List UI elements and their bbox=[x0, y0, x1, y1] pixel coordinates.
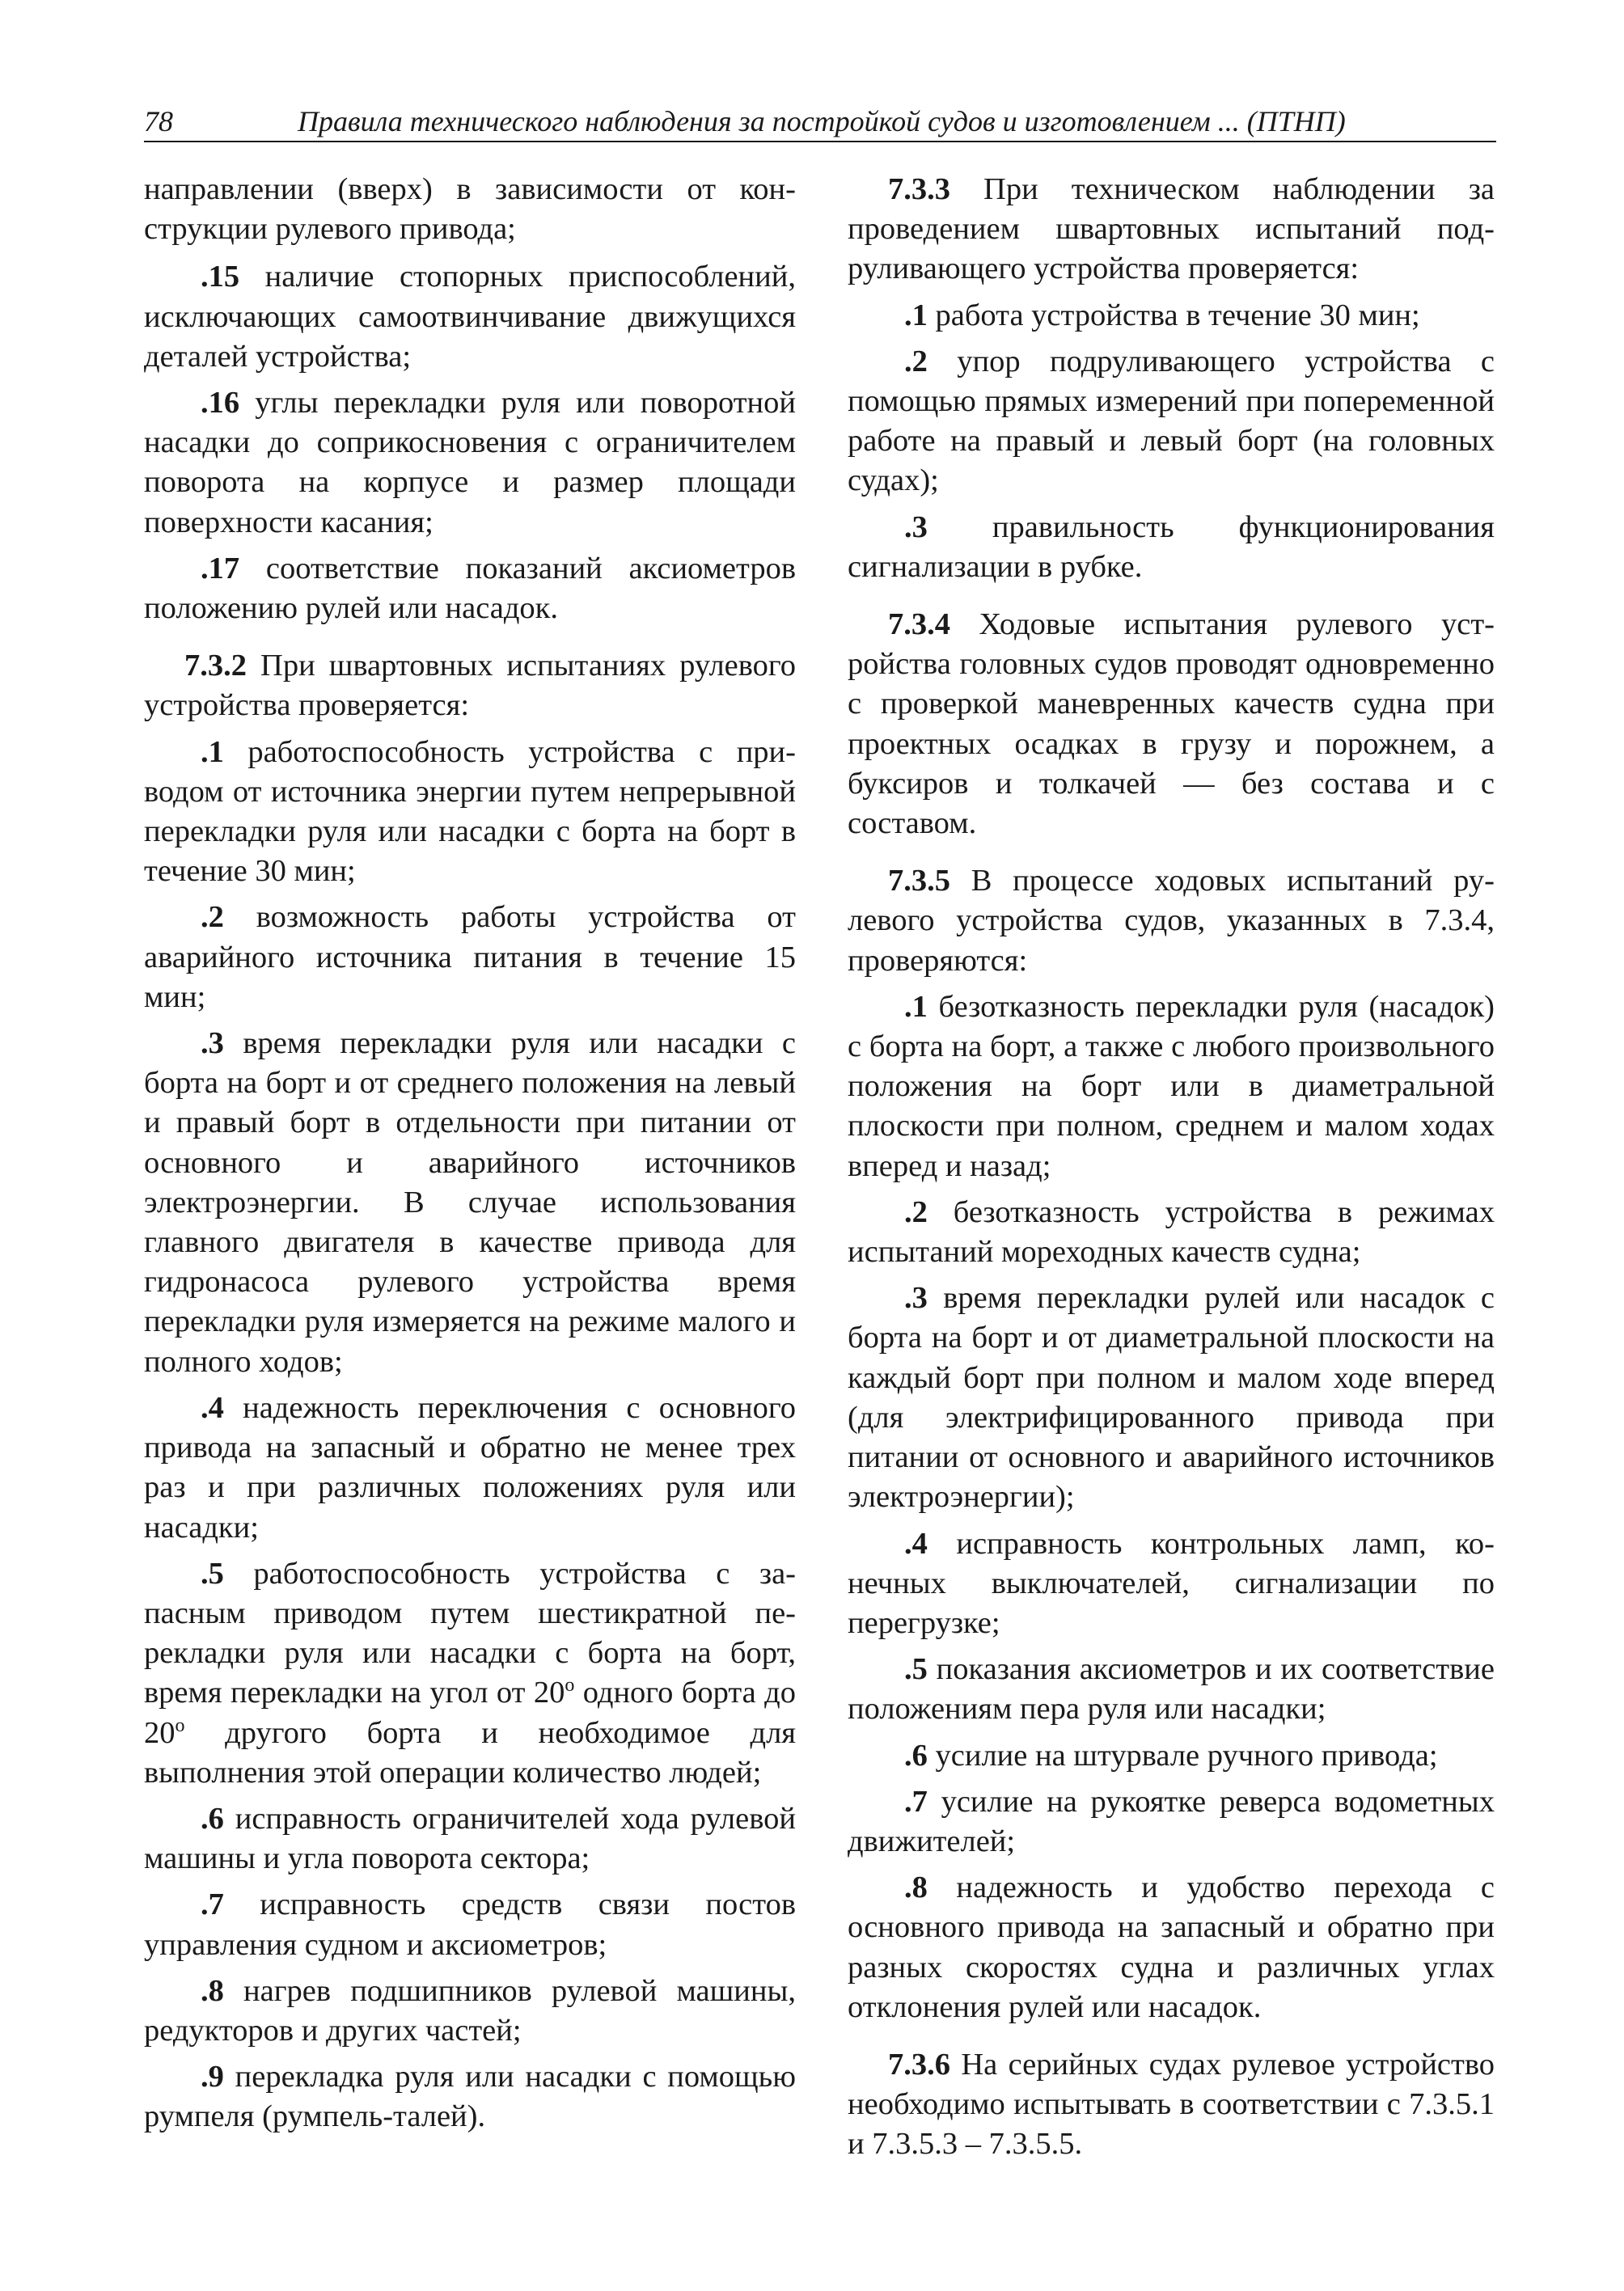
list-item bbox=[144, 733, 796, 892]
list-item bbox=[144, 383, 796, 543]
item-number: .7 bbox=[201, 1887, 224, 1922]
list-item bbox=[144, 549, 796, 628]
item-number: .1 bbox=[904, 989, 928, 1024]
list-item bbox=[848, 1868, 1495, 2027]
list-item bbox=[848, 296, 1495, 336]
list-item bbox=[848, 1782, 1495, 1862]
item-text: усилие на штурвале ручного привода; bbox=[927, 1738, 1438, 1773]
item-text: исправность ограничителей хода рулевой машины и угла поворота сектора; bbox=[144, 1801, 796, 1876]
section-number: 7.3.6 bbox=[888, 2047, 950, 2082]
list-item bbox=[848, 1193, 1495, 1272]
section-7-3-4 bbox=[848, 605, 1495, 843]
section-7-3-6 bbox=[848, 2045, 1495, 2165]
item-text: работоспособность устройства с запасным приводом путем шестикратной перекладки руля или насадки с борта на борт, время перекладки на угол от 20 bbox=[144, 1556, 796, 1710]
item-number: .3 bbox=[904, 1281, 928, 1316]
item-text: работоспособность устройства с приводом от источника энергии путем непрерывной перекладки руля или насадки с борта на борт в течение 30 мин; bbox=[144, 734, 796, 889]
list-item bbox=[144, 2057, 796, 2137]
page-header bbox=[144, 104, 1496, 142]
list-item bbox=[144, 1799, 796, 1879]
item-text: безотказность устройства в режимах испытаний мореходных качеств судна; bbox=[848, 1194, 1495, 1270]
section-number: 7.3.5 bbox=[888, 864, 950, 898]
item-text: работа устройства в течение 30 мин; bbox=[927, 298, 1420, 332]
section-7-3-2 bbox=[144, 646, 796, 725]
section-number: 7.3.2 bbox=[184, 649, 247, 683]
item-number: .3 bbox=[904, 509, 928, 544]
item-text: другого борта и необходимое для выполнения этой операции количество людей; bbox=[144, 1715, 796, 1790]
item-number: .4 bbox=[201, 1390, 224, 1425]
item-text: соответствие показаний аксиометров положению рулей или насадок. bbox=[144, 551, 796, 626]
item-number: .6 bbox=[904, 1738, 928, 1773]
item-number: .5 bbox=[201, 1556, 224, 1591]
list-item bbox=[848, 1524, 1495, 1644]
item-number: .6 bbox=[201, 1801, 224, 1836]
item-text: надежность переключения с основного привода на запасный и обратно не менее трех раз и при различных положениях руля или насадки; bbox=[144, 1390, 796, 1545]
list-item bbox=[144, 1554, 796, 1793]
item-number: .15 bbox=[201, 260, 240, 294]
item-text: одного борта до 20 bbox=[144, 1676, 796, 1750]
running-title: Правила технического наблюдения за постройкой судов и изготовлением ... (ПТНП) bbox=[298, 105, 1346, 137]
item-number: .2 bbox=[201, 900, 224, 935]
degree-sign: о bbox=[175, 1714, 185, 1736]
list-item bbox=[848, 987, 1495, 1186]
item-text: усилие на рукоятке реверса водометных движителей; bbox=[848, 1784, 1495, 1858]
item-text: перекладка руля или насадки с помощью румпеля (румпель-талей). bbox=[144, 2060, 796, 2134]
item-text: исправность контрольных ламп, конечных выключателей, сигнализации по перегрузке; bbox=[848, 1526, 1495, 1640]
item-text: углы перекладки руля или поворотной насадки до соприкосновения с ограничителем поворота на корпусе и размер площади поверхности касания; bbox=[144, 386, 796, 539]
item-number: .5 bbox=[904, 1652, 928, 1687]
item-text: безотказность перекладки руля (насадок) с борта на борт, а также с любого произвольного положения на борт или в диаметральной плоскости при полном, среднем и малом ходах вперед и назад; bbox=[848, 989, 1495, 1183]
degree-sign: о bbox=[565, 1675, 575, 1697]
item-number: .8 bbox=[201, 1973, 224, 2008]
item-text: показания аксиометров и их соответствие положениям пера руля или насадки; bbox=[848, 1652, 1495, 1727]
item-text: правильность функционирования сигнализации в рубке. bbox=[848, 509, 1495, 584]
item-number: .1 bbox=[904, 298, 928, 332]
list-item bbox=[144, 1972, 796, 2051]
item-text: время перекладки руля или насадки с борта на борт и от среднего положения на левый и правый борт в отдельности при питании от основного и аварийного источников электроэнергии. В случае использования главного двигателя в качестве привода для гидронасоса рулевого устройства время перекладки руля измеряется на режиме малого и полного ходов; bbox=[144, 1026, 796, 1379]
item-number: .4 bbox=[904, 1526, 928, 1561]
item-text: нагрев подшипников рулевой машины, редукторов и других частей; bbox=[144, 1973, 796, 2048]
item-number: .2 bbox=[904, 1194, 928, 1229]
item-number: .1 bbox=[201, 734, 224, 769]
section-text: На серийных судах рулевое устройство необходимо испытывать в соответствии с 7.3.5.1 и 7.3.5.3 – 7.3.5.5. bbox=[848, 2047, 1495, 2162]
item-number: .3 bbox=[201, 1026, 224, 1061]
item-text: возможность работы устройства от аварийного источника питания в течение 15 мин; bbox=[144, 900, 796, 1014]
item-text: наличие стопорных приспособлений, исключающих самоотвинчивание движущихся деталей устройства; bbox=[144, 260, 796, 374]
section-text: При техническом наблюдении за проведением швартовных испытаний подруливающего устройства проверяется: bbox=[848, 172, 1495, 286]
list-item bbox=[144, 1024, 796, 1382]
item-text: исправность средств связи постов управления судном и аксиометров; bbox=[144, 1887, 796, 1962]
continuation-paragraph: направлении (вверх) в зависимости от конструкции рулевого привода; bbox=[144, 172, 796, 247]
section-text: При швартовных испытаниях рулевого устройства проверяется: bbox=[144, 649, 796, 723]
section-7-3-5 bbox=[848, 861, 1495, 981]
item-number: .8 bbox=[904, 1870, 928, 1905]
list-item bbox=[144, 1885, 796, 1964]
item-number: .9 bbox=[201, 2060, 224, 2094]
left-column bbox=[144, 170, 796, 2144]
item-text: упор подруливающего устройства с помощью прямых измерений при попеременной работе на правый и левый борт (на головных судах); bbox=[848, 344, 1495, 498]
section-number: 7.3.3 bbox=[888, 172, 950, 206]
list-item bbox=[848, 1650, 1495, 1729]
list-item bbox=[848, 1736, 1495, 1776]
list-item bbox=[144, 1389, 796, 1548]
section-text: В процессе ходовых испытаний рулевого устройства судов, указанных в 7.3.4, проверяются: bbox=[848, 864, 1495, 978]
item-number: .7 bbox=[904, 1784, 928, 1819]
right-column bbox=[848, 170, 1495, 2171]
page-number: 78 bbox=[144, 105, 173, 137]
section-number: 7.3.4 bbox=[888, 607, 950, 642]
list-item bbox=[848, 1279, 1495, 1517]
item-number: .17 bbox=[201, 551, 240, 585]
list-item bbox=[144, 257, 796, 377]
item-number: .16 bbox=[201, 386, 240, 421]
item-text: время перекладки рулей или насадок с борта на борт и от диаметральной плоскости на каждый борт при полном и малом ходе вперед (для электрифицированного привода при питании от основного и аварийного источников электроэнергии); bbox=[848, 1281, 1495, 1515]
item-number: .2 bbox=[904, 344, 928, 378]
list-item bbox=[848, 508, 1495, 587]
list-item bbox=[848, 342, 1495, 501]
item-text: надежность и удобство перехода с основного привода на запасный и обратно при разных скоростях судна и различных углах отклонения рулей или насадок. bbox=[848, 1870, 1495, 2024]
list-item bbox=[144, 898, 796, 1017]
section-7-3-3 bbox=[848, 170, 1495, 290]
section-text: Ходовые испытания рулевого устройства головных судов проводят одновременно с проверкой маневренных качеств судна при проектных осадках в грузу и порожнем, а буксиров и толкачей — без состава и с составом. bbox=[848, 607, 1495, 841]
